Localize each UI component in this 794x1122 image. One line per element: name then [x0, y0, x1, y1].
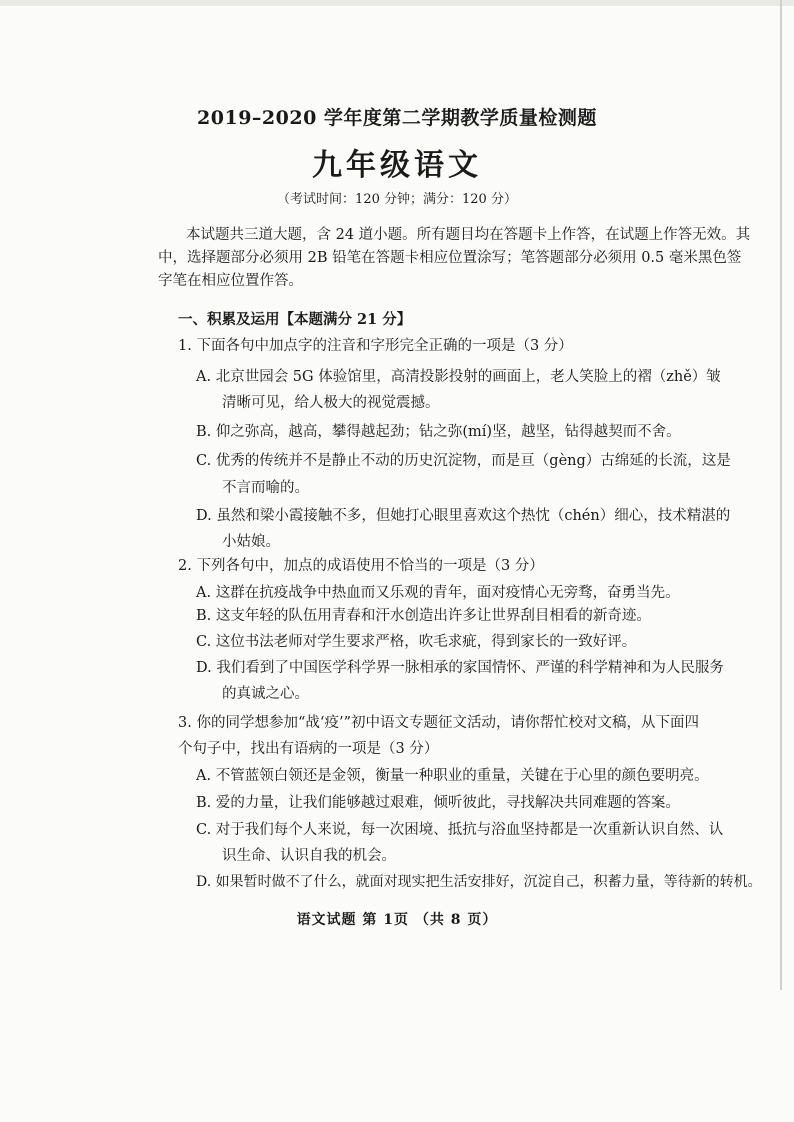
q1-option-a-line1: A. 北京世园会 5G 体验馆里，高清投影投射的画面上，老人笑脸上的褶（zhě）皱	[196, 369, 721, 385]
q3-option-c-line2: 识生命、认识自我的机会。	[222, 848, 396, 864]
section-1-heading: 一、积累及运用【本题满分 21 分】	[178, 311, 412, 328]
q3-option-a: A. 不管蓝领白领还是金领，衡量一种职业的重量，关键在于心里的颜色要明亮。	[196, 768, 709, 784]
q3-option-d: D. 如果暂时做不了什么，就面对现实把生活安排好，沉淀自己，积蓄力量，等待新的转机。	[196, 874, 762, 890]
q3-option-c-line1: C. 对于我们每个人来说，每一次困境、抵抗与浴血坚持都是一次重新认识自然、认	[196, 822, 724, 838]
q3-stem-line2: 个句子中，找出有语病的一项是（3 分）	[178, 741, 439, 757]
exam-subject: 九年级语文	[312, 148, 482, 183]
q1-option-d-line2: 小姑娘。	[222, 534, 280, 550]
q3-option-b: B. 爱的力量，让我们能够越过艰难，倾听彼此，寻找解决共同难题的答案。	[196, 795, 680, 811]
q2-option-a: A. 这群在抗疫战争中热血而又乐观的青年，面对疫情心无旁骛，奋勇当先。	[196, 585, 680, 601]
q2-option-c: C. 这位书法老师对学生要求严格，吹毛求疵，得到家长的一致好评。	[196, 634, 637, 650]
intro-line-2: 中，选择题部分必须用 2B 铅笔在答题卡相应位置涂写；笔答题部分必须用 0.5 毫米黑色签	[158, 250, 742, 266]
q1-option-c-line2: 不言而喻的。	[222, 480, 309, 496]
q3-stem-line1: 3. 你的同学想参加“战‘疫’”初中语文专题征文活动，请你帮忙校对文稿，从下面四	[178, 715, 699, 731]
q1-option-b: B. 仰之弥高，越高，攀得越起劲；钻之弥(mí)坚，越坚，钻得越契而不舍。	[196, 424, 681, 440]
exam-meta: （考试时间：120 分钟；满分：120 分）	[277, 192, 517, 207]
intro-line-3: 字笔在相应位置作答。	[158, 273, 303, 289]
page-footer: 语文试题 第 1页 （共 8 页）	[296, 912, 498, 928]
q2-option-b: B. 这支年轻的队伍用青春和汗水创造出许多让世界刮目相看的新奇迹。	[196, 608, 651, 624]
q2-option-d-line2: 的真诚之心。	[222, 686, 309, 702]
q1-option-d-line1: D. 虽然和梁小霞接触不多，但她打心眼里喜欢这个热忱（chén）细心，技术精湛的	[196, 508, 731, 524]
q2-stem: 2. 下列各句中，加点的成语使用不恰当的一项是（3 分）	[178, 558, 544, 574]
intro-line-1: 本试题共三道大题，含 24 道小题。所有题目均在答题卡上作答，在试题上作答无效。其	[186, 227, 751, 243]
q2-option-d-line1: D. 我们看到了中国医学科学界一脉相承的家国情怀、严谨的科学精神和为人民服务	[196, 660, 724, 676]
q1-option-c-line1: C. 优秀的传统并不是静止不动的历史沉淀物，而是亘（gèng）古绵延的长流，这是	[196, 453, 731, 469]
q1-stem: 1. 下面各句中加点字的注音和字形完全正确的一项是（3 分）	[178, 338, 573, 354]
q1-option-a-line2: 清晰可见，给人极大的视觉震撼。	[222, 395, 440, 411]
exam-title: 2019–2020 学年度第二学期教学质量检测题	[197, 107, 597, 129]
